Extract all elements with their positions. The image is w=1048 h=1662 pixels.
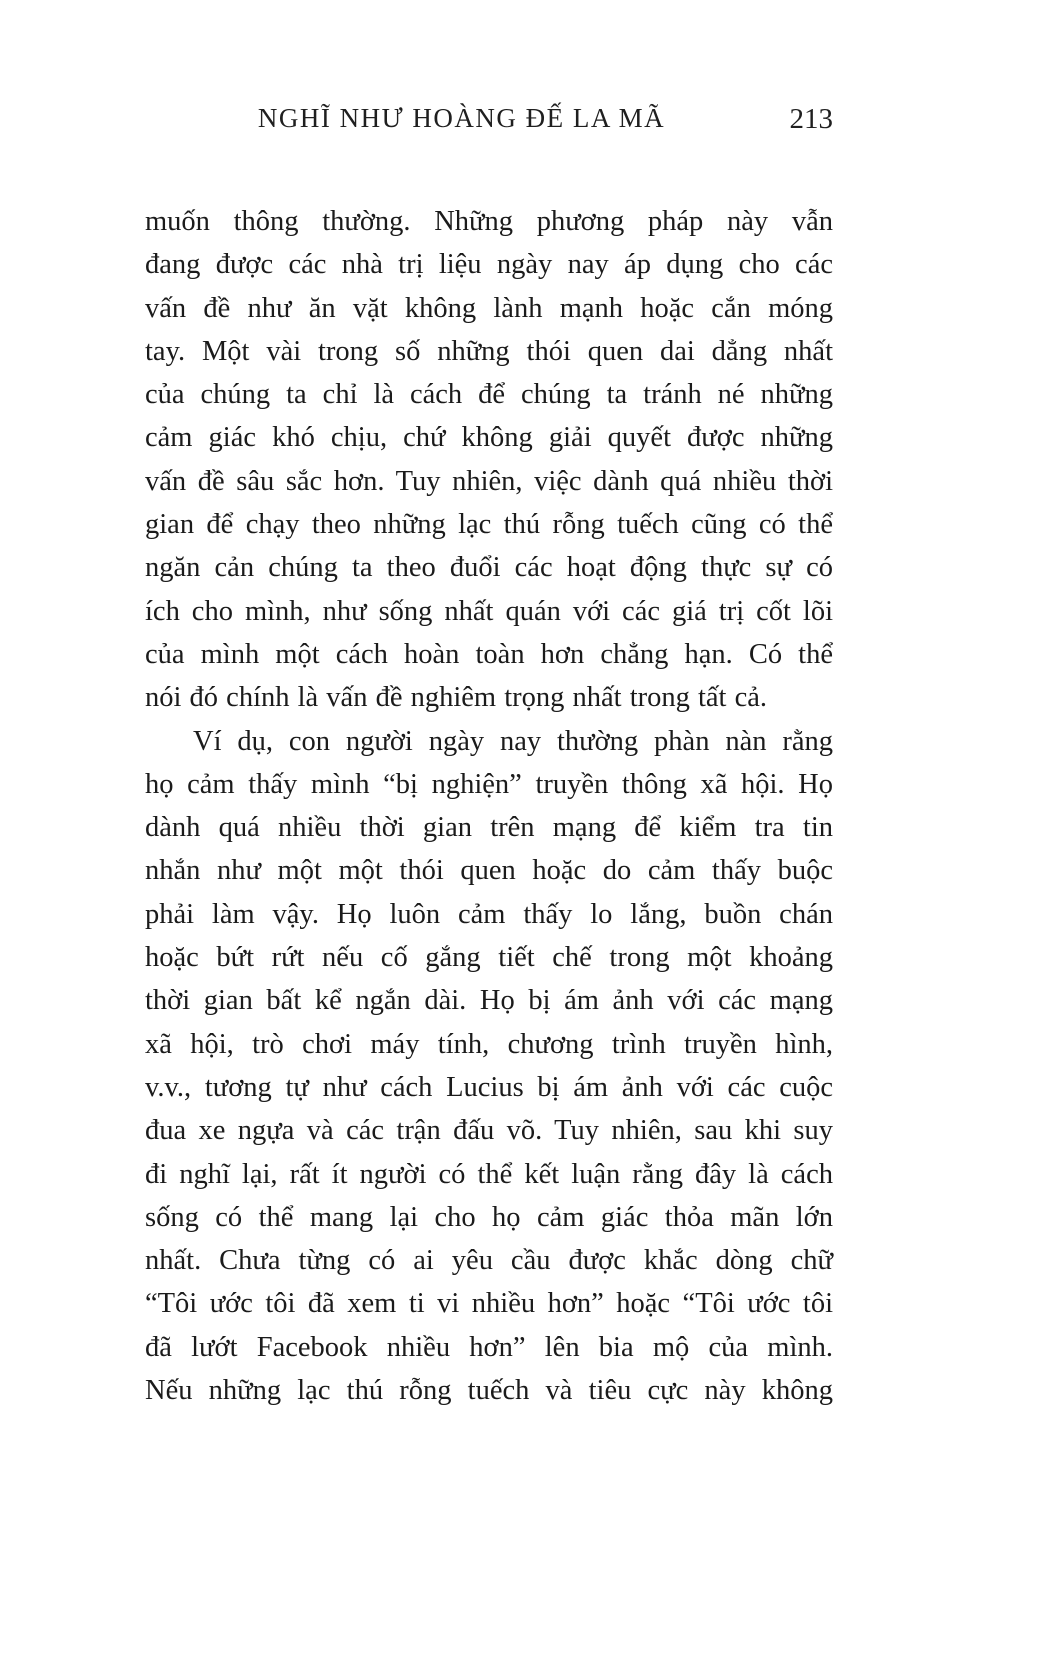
text-line: Ví dụ, con người ngày nay thường phàn nàn rằng: [193, 725, 833, 757]
text-line: đi nghĩ lại, rất ít người có thể kết luận rằng đây là cách: [145, 1158, 833, 1190]
text-line: đua xe ngựa và các trận đấu võ. Tuy nhiên, sau khi suy: [145, 1115, 833, 1147]
text-line: vấn đề như ăn vặt không lành mạnh hoặc cắn móng: [145, 292, 833, 324]
text-line: dành quá nhiều thời gian trên mạng để kiểm tra tin: [145, 812, 833, 844]
paragraph: [145, 200, 833, 720]
text-line: của mình một cách hoàn toàn hơn chẳng hạn. Có thể: [145, 638, 833, 670]
text-line: họ cảm thấy mình “bị nghiện” truyền thông xã hội. Họ: [145, 768, 833, 800]
text-line: nói đó chính là vấn đề nghiêm trọng nhất trong tất cả.: [145, 682, 768, 714]
text-line: của chúng ta chỉ là cách để chúng ta tránh né những: [145, 379, 833, 411]
running-header: [145, 103, 833, 139]
text-line: Nếu những lạc thú rỗng tuếch và tiêu cực này không: [145, 1375, 833, 1407]
text-line: nhắn như một một thói quen hoặc do cảm thấy buộc: [145, 855, 833, 887]
text-line: tay. Một vài trong số những thói quen dai dẳng nhất: [145, 335, 833, 367]
text-line: nhất. Chưa từng có ai yêu cầu được khắc dòng chữ: [145, 1245, 833, 1277]
text-line: ngăn cản chúng ta theo đuổi các hoạt động thực sự có: [145, 552, 833, 584]
text-line: vấn đề sâu sắc hơn. Tuy nhiên, việc dành quá nhiều thời: [145, 465, 833, 497]
page-number: 213: [789, 103, 833, 135]
text-line: muốn thông thường. Những phương pháp này vẫn: [145, 206, 833, 237]
paragraph: [145, 720, 833, 1413]
text-line: sống có thể mang lại cho họ cảm giác thỏa mãn lớn: [145, 1201, 833, 1233]
text-line: đang được các nhà trị liệu ngày nay áp dụng cho các: [145, 249, 833, 281]
text-line: v.v., tương tự như cách Lucius bị ám ảnh với các cuộc: [145, 1071, 833, 1103]
running-header-title: NGHĨ NHƯ HOÀNG ĐẾ LA MÃ: [257, 103, 666, 133]
text-line: phải làm vậy. Họ luôn cảm thấy lo lắng, buồn chán: [145, 898, 833, 930]
text-line: ích cho mình, như sống nhất quán với các giá trị cốt lõi: [145, 595, 833, 627]
text-line: “Tôi ước tôi đã xem ti vi nhiều hơn” hoặc “Tôi ước tôi: [145, 1288, 833, 1320]
text-line: đã lướt Facebook nhiều hơn” lên bia mộ của mình.: [145, 1331, 833, 1363]
text-line: hoặc bứt rứt nếu cố gắng tiết chế trong một khoảng: [145, 942, 833, 974]
text-line: cảm giác khó chịu, chứ không giải quyết được những: [145, 422, 833, 454]
text-line: thời gian bất kể ngắn dài. Họ bị ám ảnh với các mạng: [145, 985, 833, 1017]
text-line: gian để chạy theo những lạc thú rỗng tuếch cũng có thể: [145, 509, 833, 541]
text-line: xã hội, trò chơi máy tính, chương trình truyền hình,: [145, 1028, 833, 1060]
page-body: [145, 200, 833, 1412]
